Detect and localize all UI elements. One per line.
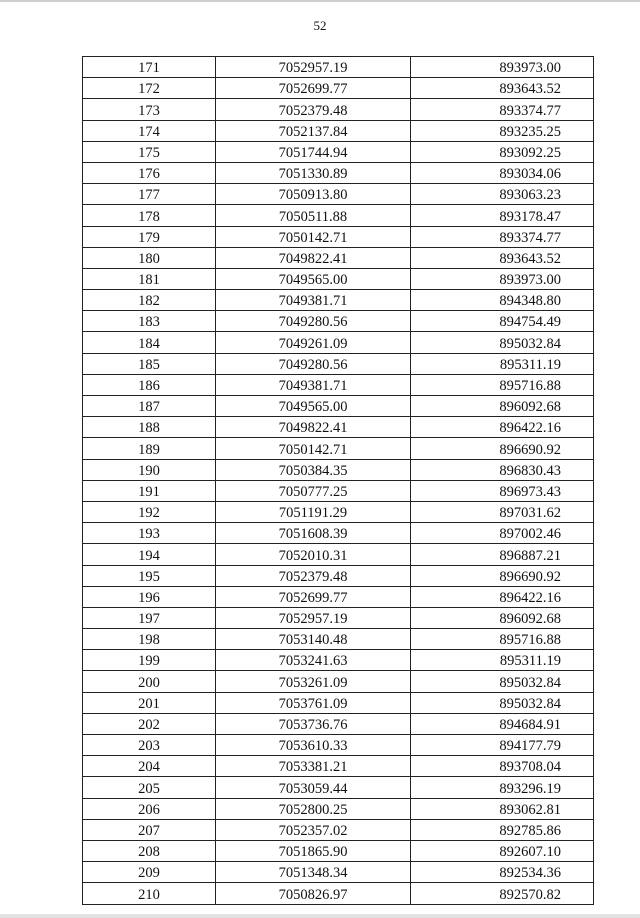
point-id-cell [83, 523, 216, 544]
table-row [83, 883, 594, 904]
easting-cell [411, 57, 594, 78]
table-row [83, 459, 594, 480]
easting-cell [411, 332, 594, 353]
point-id-text: 188 [138, 420, 160, 437]
table-row [83, 353, 594, 374]
northing-cell [216, 99, 411, 120]
northing-text: 7049822.41 [278, 420, 348, 437]
northing-text: 7052957.19 [278, 611, 348, 628]
point-id-text: 198 [138, 632, 160, 649]
point-id-cell [83, 311, 216, 332]
easting-cell [411, 417, 594, 438]
point-id-cell [83, 438, 216, 459]
point-id-text: 210 [138, 886, 160, 903]
easting-text: 892570.82 [499, 886, 561, 903]
table-row [83, 607, 594, 628]
northing-cell [216, 692, 411, 713]
point-id-text: 181 [138, 272, 160, 289]
point-id-text: 209 [138, 865, 160, 882]
northing-text: 7052957.19 [278, 60, 348, 77]
easting-cell [411, 162, 594, 183]
easting-text: 892607.10 [499, 844, 561, 861]
northing-text: 7049280.56 [278, 356, 348, 373]
point-id-text: 174 [138, 123, 160, 140]
point-id-cell [83, 417, 216, 438]
point-id-text: 205 [138, 780, 160, 797]
northing-text: 7051348.34 [278, 865, 348, 882]
point-id-cell [83, 353, 216, 374]
point-id-cell [83, 862, 216, 883]
northing-text: 7050913.80 [278, 187, 348, 204]
easting-cell [411, 544, 594, 565]
point-id-cell [83, 735, 216, 756]
northing-cell [216, 290, 411, 311]
easting-text: 896690.92 [499, 441, 561, 458]
northing-cell [216, 396, 411, 417]
easting-text: 895716.88 [499, 632, 561, 649]
point-id-cell [83, 78, 216, 99]
northing-cell [216, 798, 411, 819]
easting-text: 893643.52 [499, 250, 561, 267]
northing-cell [216, 480, 411, 501]
northing-cell [216, 883, 411, 904]
table-row [83, 840, 594, 861]
northing-cell [216, 756, 411, 777]
northing-text: 7049261.09 [278, 335, 348, 352]
point-id-cell [83, 162, 216, 183]
northing-cell [216, 544, 411, 565]
easting-text: 893973.00 [499, 272, 561, 289]
easting-text: 895716.88 [499, 378, 561, 394]
point-id-cell [83, 205, 216, 226]
table-row [83, 268, 594, 289]
northing-cell [216, 565, 411, 586]
easting-text: 896422.16 [499, 589, 561, 606]
point-id-text: 207 [138, 822, 160, 839]
northing-text: 7053241.63 [278, 653, 348, 670]
point-id-cell [83, 819, 216, 840]
easting-cell [411, 565, 594, 586]
northing-cell [216, 671, 411, 692]
point-id-text: 184 [138, 335, 160, 352]
northing-cell [216, 226, 411, 247]
table-row [83, 99, 594, 120]
easting-text: 896690.92 [499, 568, 561, 585]
northing-text: 7050142.71 [278, 441, 348, 458]
easting-cell [411, 501, 594, 522]
table-row [83, 226, 594, 247]
northing-cell [216, 205, 411, 226]
easting-cell [411, 607, 594, 628]
scan-edge-top [0, 0, 640, 2]
easting-cell [411, 798, 594, 819]
easting-cell [411, 692, 594, 713]
easting-text: 893374.77 [499, 229, 561, 246]
easting-text: 893296.19 [499, 780, 561, 797]
easting-cell [411, 226, 594, 247]
point-id-cell [83, 607, 216, 628]
northing-cell [216, 629, 411, 650]
northing-cell [216, 438, 411, 459]
table-row [83, 777, 594, 798]
table-row [83, 141, 594, 162]
table-row [83, 544, 594, 565]
easting-cell [411, 268, 594, 289]
easting-cell [411, 756, 594, 777]
table-row [83, 819, 594, 840]
northing-text: 7049280.56 [278, 314, 348, 331]
coordinate-table [82, 56, 594, 905]
easting-cell [411, 290, 594, 311]
easting-text: 894684.91 [499, 717, 561, 733]
table-row [83, 438, 594, 459]
point-id-cell [83, 268, 216, 289]
point-id-text: 195 [138, 568, 160, 585]
northing-text: 7053736.76 [278, 717, 348, 733]
easting-text: 894754.49 [499, 314, 561, 331]
point-id-text: 203 [138, 738, 160, 755]
easting-text: 892785.86 [499, 822, 561, 839]
easting-cell [411, 629, 594, 650]
easting-text: 892534.36 [499, 865, 561, 882]
table-row [83, 78, 594, 99]
point-id-cell [83, 247, 216, 268]
table-row [83, 374, 594, 395]
point-id-cell [83, 57, 216, 78]
easting-text: 896092.68 [499, 399, 561, 416]
northing-text: 7053381.21 [278, 759, 348, 776]
point-id-text: 183 [138, 314, 160, 331]
point-id-text: 187 [138, 399, 160, 416]
easting-text: 893973.00 [499, 60, 561, 77]
easting-text: 897002.46 [499, 526, 561, 543]
northing-text: 7050511.88 [278, 208, 348, 225]
page-number: 52 [313, 18, 327, 33]
point-id-text: 176 [138, 166, 160, 183]
point-id-text: 199 [138, 653, 160, 670]
table-row [83, 523, 594, 544]
point-id-text: 208 [138, 844, 160, 861]
easting-cell [411, 862, 594, 883]
northing-text: 7051608.39 [278, 526, 348, 543]
northing-cell [216, 713, 411, 734]
point-id-cell [83, 777, 216, 798]
northing-cell [216, 78, 411, 99]
point-id-text: 189 [138, 441, 160, 458]
point-id-cell [83, 544, 216, 565]
northing-text: 7053140.48 [278, 632, 348, 649]
table-row [83, 290, 594, 311]
easting-cell [411, 819, 594, 840]
easting-cell [411, 374, 594, 395]
table-row [83, 650, 594, 671]
northing-cell [216, 777, 411, 798]
scan-edge-bottom [0, 914, 640, 918]
table-row [83, 501, 594, 522]
point-id-cell [83, 226, 216, 247]
point-id-text: 175 [138, 144, 160, 161]
easting-text: 894348.80 [499, 293, 561, 310]
point-id-text: 178 [138, 208, 160, 225]
point-id-text: 194 [138, 547, 160, 564]
easting-cell [411, 459, 594, 480]
northing-cell [216, 650, 411, 671]
point-id-cell [83, 501, 216, 522]
easting-text: 897031.62 [499, 505, 561, 522]
easting-cell [411, 883, 594, 904]
table-row [83, 586, 594, 607]
easting-text: 896973.43 [499, 483, 561, 500]
northing-cell [216, 247, 411, 268]
point-id-cell [83, 141, 216, 162]
easting-text: 893063.23 [499, 187, 561, 204]
easting-text: 896887.21 [499, 547, 561, 564]
easting-cell [411, 353, 594, 374]
northing-cell [216, 523, 411, 544]
northing-text: 7052800.25 [278, 801, 348, 818]
table-row [83, 184, 594, 205]
easting-text: 895311.19 [499, 356, 561, 373]
point-id-cell [83, 713, 216, 734]
point-id-cell [83, 184, 216, 205]
point-id-cell [83, 565, 216, 586]
easting-text: 896422.16 [499, 420, 561, 437]
northing-cell [216, 353, 411, 374]
northing-text: 7050384.35 [278, 462, 348, 479]
northing-text: 7050826.97 [278, 886, 348, 903]
northing-text: 7049381.71 [278, 293, 348, 310]
point-id-text: 190 [138, 462, 160, 479]
point-id-text: 177 [138, 187, 160, 204]
point-id-text: 200 [138, 674, 160, 691]
easting-cell [411, 311, 594, 332]
northing-cell [216, 120, 411, 141]
northing-cell [216, 459, 411, 480]
table-row [83, 798, 594, 819]
point-id-cell [83, 396, 216, 417]
easting-cell [411, 99, 594, 120]
point-id-cell [83, 120, 216, 141]
northing-text: 7053761.09 [278, 695, 348, 712]
northing-text: 7051865.90 [278, 844, 348, 861]
easting-cell [411, 396, 594, 417]
northing-text: 7052699.77 [278, 589, 348, 606]
northing-text: 7052010.31 [278, 547, 348, 564]
northing-text: 7049565.00 [278, 399, 348, 416]
point-id-cell [83, 290, 216, 311]
point-id-cell [83, 798, 216, 819]
northing-cell [216, 332, 411, 353]
point-id-cell [83, 840, 216, 861]
point-id-text: 206 [138, 801, 160, 818]
northing-cell [216, 735, 411, 756]
table-row [83, 332, 594, 353]
northing-text: 7053059.44 [278, 780, 348, 797]
easting-text: 896830.43 [499, 462, 561, 479]
table-row [83, 120, 594, 141]
northing-text: 7053610.33 [278, 738, 348, 755]
point-id-text: 180 [138, 250, 160, 267]
point-id-text: 197 [138, 611, 160, 628]
northing-text: 7051330.89 [278, 166, 348, 183]
table-row [83, 247, 594, 268]
northing-cell [216, 374, 411, 395]
point-id-text: 193 [138, 526, 160, 543]
northing-cell [216, 57, 411, 78]
point-id-text: 192 [138, 505, 160, 522]
table-row [83, 162, 594, 183]
point-id-text: 201 [138, 695, 160, 712]
point-id-text: 171 [138, 60, 160, 77]
easting-text: 895032.84 [499, 674, 561, 691]
table-row [83, 417, 594, 438]
table-row [83, 671, 594, 692]
northing-cell [216, 501, 411, 522]
northing-text: 7050777.25 [278, 483, 348, 500]
easting-text: 893062.81 [499, 801, 561, 818]
northing-text: 7049381.71 [278, 378, 348, 394]
easting-text: 896092.68 [499, 611, 561, 628]
northing-text: 7052137.84 [278, 123, 348, 140]
northing-cell [216, 417, 411, 438]
easting-cell [411, 205, 594, 226]
point-id-cell [83, 332, 216, 353]
table-row [83, 396, 594, 417]
easting-cell [411, 438, 594, 459]
table-row [83, 311, 594, 332]
northing-cell [216, 586, 411, 607]
table-row [83, 480, 594, 501]
table-row [83, 735, 594, 756]
point-id-cell [83, 756, 216, 777]
table-row [83, 629, 594, 650]
point-id-text: 179 [138, 229, 160, 246]
point-id-text: 202 [138, 717, 160, 733]
easting-text: 893178.47 [499, 208, 561, 225]
point-id-cell [83, 374, 216, 395]
northing-cell [216, 862, 411, 883]
point-id-text: 173 [138, 102, 160, 119]
point-id-cell [83, 629, 216, 650]
table-row [83, 565, 594, 586]
northing-text: 7050142.71 [278, 229, 348, 246]
point-id-cell [83, 480, 216, 501]
northing-cell [216, 162, 411, 183]
easting-cell [411, 840, 594, 861]
northing-text: 7049565.00 [278, 272, 348, 289]
easting-text: 894177.79 [499, 738, 561, 755]
easting-text: 893092.25 [499, 144, 561, 161]
easting-cell [411, 184, 594, 205]
point-id-cell [83, 99, 216, 120]
point-id-cell [83, 586, 216, 607]
easting-cell [411, 735, 594, 756]
easting-text: 893374.77 [499, 102, 561, 119]
easting-cell [411, 480, 594, 501]
easting-cell [411, 247, 594, 268]
easting-cell [411, 120, 594, 141]
point-id-text: 182 [138, 293, 160, 310]
northing-text: 7049822.41 [278, 250, 348, 267]
easting-cell [411, 650, 594, 671]
easting-text: 893034.06 [499, 166, 561, 183]
northing-cell [216, 311, 411, 332]
point-id-text: 204 [138, 759, 160, 776]
easting-text: 895032.84 [499, 695, 561, 712]
easting-cell [411, 777, 594, 798]
point-id-text: 185 [138, 356, 160, 373]
easting-cell [411, 713, 594, 734]
point-id-text: 172 [138, 81, 160, 98]
northing-cell [216, 607, 411, 628]
table-row [83, 205, 594, 226]
point-id-cell [83, 692, 216, 713]
table-row [83, 756, 594, 777]
northing-text: 7051191.29 [278, 505, 348, 522]
northing-cell [216, 840, 411, 861]
point-id-cell [83, 459, 216, 480]
easting-text: 895311.19 [499, 653, 561, 670]
northing-cell [216, 268, 411, 289]
point-id-cell [83, 650, 216, 671]
northing-text: 7052379.48 [278, 102, 348, 119]
northing-cell [216, 819, 411, 840]
northing-text: 7052357.02 [278, 822, 348, 839]
northing-cell [216, 141, 411, 162]
easting-cell [411, 523, 594, 544]
table-row [83, 57, 594, 78]
point-id-text: 196 [138, 589, 160, 606]
easting-cell [411, 78, 594, 99]
easting-text: 895032.84 [499, 335, 561, 352]
table-row [83, 692, 594, 713]
table-body [83, 57, 594, 905]
easting-text: 893708.04 [499, 759, 561, 776]
easting-cell [411, 141, 594, 162]
northing-text: 7052379.48 [278, 568, 348, 585]
easting-cell [411, 586, 594, 607]
point-id-cell [83, 883, 216, 904]
table-row [83, 713, 594, 734]
easting-cell [411, 671, 594, 692]
northing-text: 7051744.94 [278, 144, 348, 161]
northing-cell [216, 184, 411, 205]
northing-text: 7053261.09 [278, 674, 348, 691]
point-id-text: 191 [138, 483, 160, 500]
table-row [83, 862, 594, 883]
easting-text: 893235.25 [499, 123, 561, 140]
point-id-text: 186 [138, 378, 160, 394]
point-id-cell [83, 671, 216, 692]
easting-text: 893643.52 [499, 81, 561, 98]
northing-text: 7052699.77 [278, 81, 348, 98]
